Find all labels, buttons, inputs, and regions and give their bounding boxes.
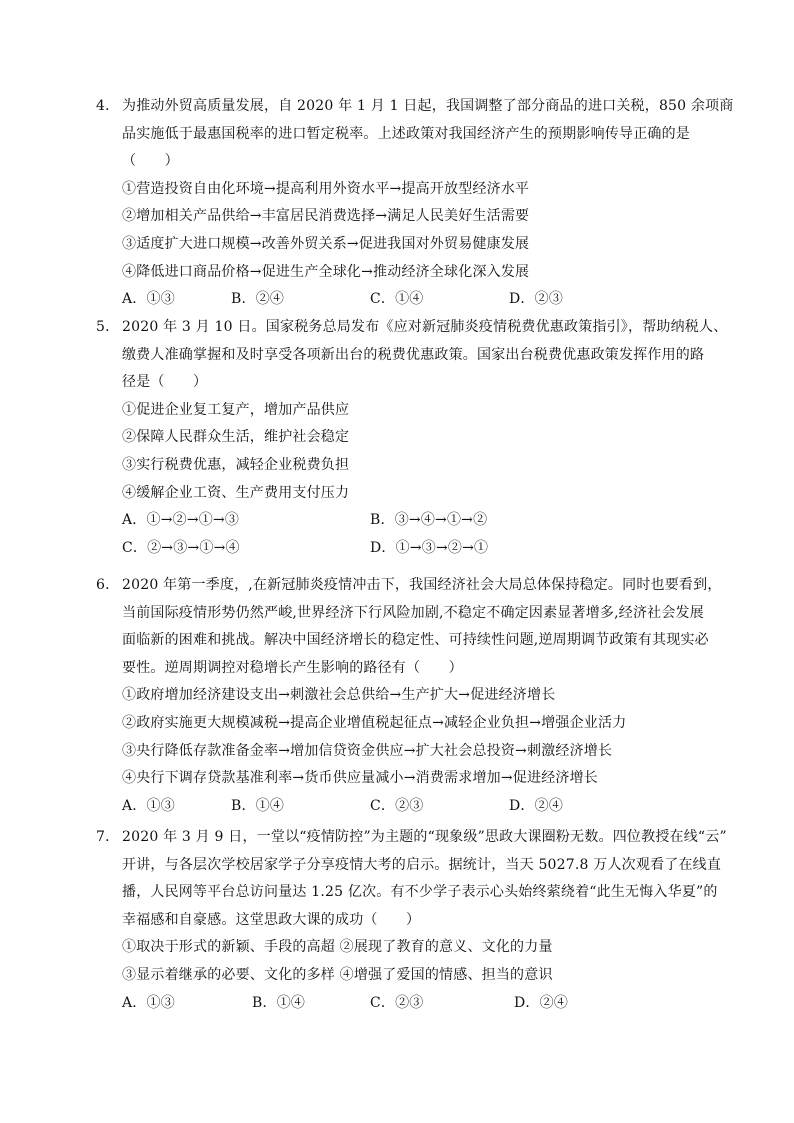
- option-d: D．①→③→②→①: [370, 539, 489, 556]
- question-stem-line: 开讲，与各层次学校居家学子分享疫情大考的启示。据统计，当天 5027.8 万人次观看了在线直: [122, 856, 722, 873]
- question-stem-line: 当前国际疫情形势仍然严峻,世界经济下行风险加剧,不稳定不确定因素显著增多,经济社会发展: [122, 604, 704, 621]
- question-5: [96, 314, 728, 562]
- option-a: A．①③: [122, 291, 175, 308]
- question-number: 7．: [96, 829, 120, 845]
- option-a: A．①③: [122, 994, 175, 1011]
- question-line: [96, 852, 722, 880]
- options-row: [96, 286, 706, 314]
- option-c: C．②→③→①→④: [122, 539, 240, 556]
- statement-pair-1: ①取决于形式的新颖、手段的高超 ②展现了教育的意义、文化的力量: [122, 939, 553, 956]
- question-stem-line: 缴费人准确掌握和及时享受各项新出台的税费优惠政策。国家出台税费优惠政策发挥作用的路: [122, 346, 705, 363]
- statement-3: ③适度扩大进口规模→改善外贸关系→促进我国对外贸易健康发展: [122, 235, 530, 252]
- question-line: [96, 342, 706, 370]
- option-b: B．③→④→①→②: [370, 512, 488, 529]
- option-c: C．①④: [370, 291, 424, 308]
- question-stem-line: 2020 年 3 月 10 日。国家税务总局发布《应对新冠肺炎疫情税费优惠政策指引》，帮助纳税人、: [122, 319, 728, 335]
- option-d: D．②③: [509, 291, 564, 308]
- statement-line: [96, 710, 706, 738]
- statement-4: ④央行下调存贷款基准利率→货币供应量减小→消费需求增加→促进经济增长: [122, 770, 598, 787]
- statement-1: ①营造投资自由化环境→提高利用外资水平→提高开放型经济水平: [122, 180, 530, 197]
- question-line: [96, 314, 728, 342]
- statement-2: ②增加相关产品供给→丰富居民消费选择→满足人民美好生活需要: [122, 208, 530, 225]
- options-row: [96, 507, 706, 535]
- options-row: [96, 793, 706, 821]
- option-b: B．①④: [252, 994, 306, 1011]
- option-a: A．①③: [122, 797, 175, 814]
- statement-line: [96, 452, 706, 480]
- statement-line: [96, 765, 706, 793]
- question-stem-line: 2020 年第一季度，,在新冠肺炎疫情冲击下，我国经济社会大局总体保持稳定。同时也要看到，: [122, 577, 722, 593]
- statement-pair-2: ③显示着继承的必要、文化的多样 ④增强了爱国的情感、担当的意识: [122, 966, 553, 983]
- question-stem-line: 径是（ ）: [122, 374, 208, 391]
- answer-blank: （ ）: [122, 153, 179, 170]
- question-line: [96, 572, 722, 600]
- question-6: [96, 572, 722, 820]
- statement-1: ①促进企业复工复产，增加产品供应: [122, 401, 350, 418]
- question-line: [96, 879, 718, 907]
- question-line: [96, 600, 706, 628]
- question-line: [96, 121, 706, 149]
- option-d: D．②④: [514, 994, 569, 1011]
- question-number: 4．: [96, 98, 120, 114]
- statement-2: ②政府实施更大规模减税→提高企业增值税起征点→减轻企业负担→增强企业活力: [122, 714, 627, 731]
- statement-4: ④缓解企业工资、生产费用支付压力: [122, 484, 350, 501]
- statement-line: [96, 962, 706, 990]
- question-line: [96, 93, 734, 121]
- question-stem-line: 为推动外贸高质量发展，自 2020 年 1 月 1 日起，我国调整了部分商品的进口关税，850 余项商: [122, 98, 734, 114]
- option-b: B．②④: [231, 291, 285, 308]
- question-stem-line: 2020 年 3 月 9 日，一堂以“疫情防控”为主题的“现象级”思政大课圈粉无数。四位教授在线“云”: [122, 829, 727, 845]
- question-line: [96, 907, 706, 935]
- question-stem-line: 播，人民网等平台总访问量达 1.25 亿次。有不少学子表示心头始终萦绕着“此生无悔入华夏”的: [122, 884, 718, 901]
- option-d: D．②④: [509, 797, 564, 814]
- question-line: [96, 655, 706, 683]
- question-stem-line: 品实施低于最惠国税率的进口暂定税率。上述政策对我国经济产生的预期影响传导正确的是: [122, 125, 690, 142]
- statement-3: ③央行降低存款准备金率→增加信贷资金供应→扩大社会总投资→刺激经济增长: [122, 742, 613, 759]
- statement-line: [96, 231, 706, 259]
- question-line: [96, 824, 727, 852]
- question-stem-line: 面临新的困难和挑战。解决中国经济增长的稳定性、可持续性问题,逆周期调节政策有其现实必: [122, 632, 709, 649]
- statement-2: ②保障人民群众生活，维护社会稳定: [122, 429, 350, 446]
- statement-line: [96, 934, 706, 962]
- option-a: A．①→②→①→③: [122, 512, 240, 529]
- options-row: [96, 535, 706, 563]
- options-row: [96, 990, 706, 1018]
- statement-3: ③实行税费优惠，减轻企业税费负担: [122, 456, 350, 473]
- statement-line: [96, 397, 706, 425]
- statement-line: [96, 682, 706, 710]
- option-b: B．①④: [231, 797, 285, 814]
- statement-line: [96, 176, 706, 204]
- question-line: [96, 627, 709, 655]
- question-4: [96, 93, 734, 314]
- question-line: [96, 369, 706, 397]
- question-stem-line: 要性。逆周期调控对稳增长产生影响的路径有（ ）: [122, 659, 463, 676]
- option-c: C．②③: [370, 994, 424, 1011]
- statement-4: ④降低进口商品价格→促进生产全球化→推动经济全球化深入发展: [122, 263, 530, 280]
- statement-line: [96, 203, 706, 231]
- statement-line: [96, 424, 706, 452]
- statement-1: ①政府增加经济建设支出→刺激社会总供给→生产扩大→促进经济增长: [122, 687, 556, 704]
- statement-line: [96, 738, 706, 766]
- statement-line: [96, 259, 706, 287]
- question-number: 5．: [96, 319, 120, 335]
- question-stem-line: 幸福感和自豪感。这堂思政大课的成功（ ）: [122, 911, 421, 928]
- option-c: C．②③: [370, 797, 424, 814]
- question-line: [96, 148, 706, 176]
- question-7: [96, 824, 727, 1017]
- question-number: 6．: [96, 577, 120, 593]
- statement-line: [96, 480, 706, 508]
